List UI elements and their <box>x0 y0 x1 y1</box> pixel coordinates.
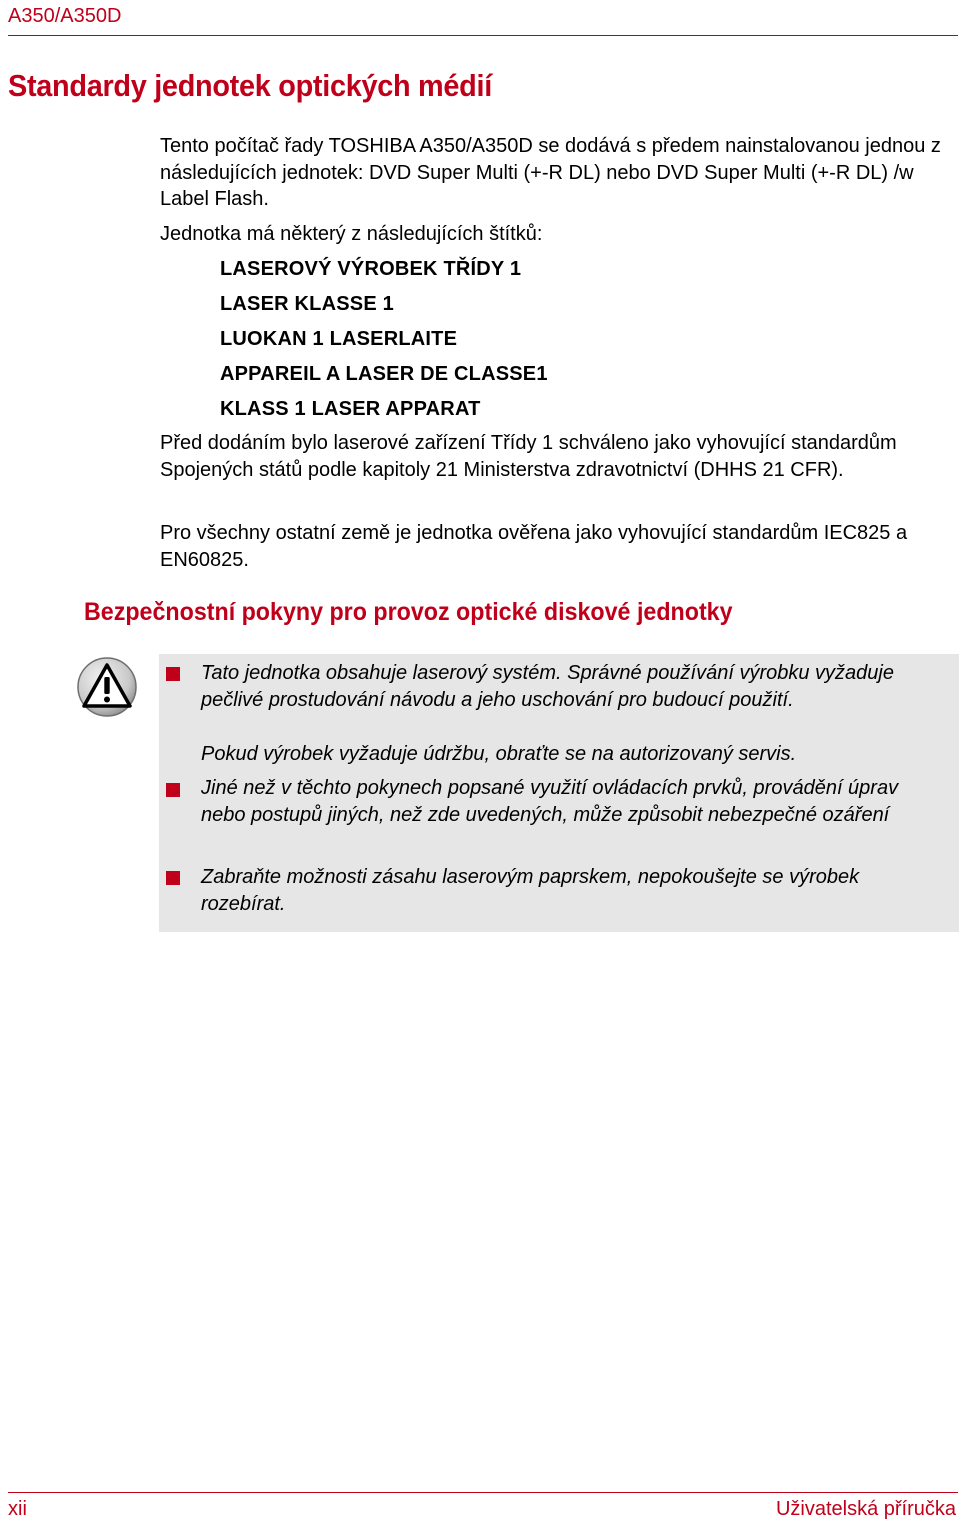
bullet-marker <box>166 783 180 797</box>
warning-item: Jiné než v těchto pokynech popsané využití ovládacích prvků, provádění úprav nebo postupů jiných, než zde uvedených, může způsobit nebezpečné ozáření <box>201 777 899 826</box>
laser-label-item: KLASS 1 LASER APPARAT <box>220 398 481 420</box>
manual-title: Uživatelská příručka <box>775 1498 956 1520</box>
page-title: Standardy jednotek optických médií <box>8 68 492 103</box>
laser-label-list <box>220 256 548 431</box>
footer-divider <box>8 1492 958 1493</box>
header-title: A350/A350D <box>8 5 122 27</box>
intro-paragraph: Tento počítač řady TOSHIBA A350/A350D se dodává s předem nainstalovanou jednou z následujících jednotek: DVD Super Multi (+-R DL) nebo DVD Super Multi (+-R DL) /w Label Flash. <box>160 135 941 210</box>
labels-intro: Jednotka má některý z následujících štítků: <box>160 223 543 245</box>
bullet-marker <box>166 871 180 885</box>
laser-label-item: APPAREIL A LASER DE CLASSE1 <box>220 363 548 385</box>
laser-label-item: LASER KLASSE 1 <box>220 293 394 315</box>
page-number: xii <box>8 1498 27 1520</box>
warning-item-note: Pokud výrobek vyžaduje údržbu, obraťte se na autorizovaný servis. <box>201 743 797 765</box>
standards-paragraph: Pro všechny ostatní země je jednotka ověřena jako vyhovující standardům IEC825 a EN60825. <box>160 522 908 571</box>
warning-icon <box>76 656 138 718</box>
header-divider <box>8 35 958 36</box>
warning-box <box>159 654 959 932</box>
bullet-marker <box>166 667 180 681</box>
warning-item: Tato jednotka obsahuje laserový systém. Správné používání výrobku vyžaduje pečlivé prostudování návodu a jeho uschování pro budoucí použití. <box>201 662 894 711</box>
laser-label-item: LUOKAN 1 LASERLAITE <box>220 328 458 350</box>
section-heading: Bezpečnostní pokyny pro provoz optické diskové jednotky <box>84 598 733 626</box>
warning-item: Zabraňte možnosti zásahu laserovým paprskem, nepokoušejte se výrobek rozebírat. <box>201 866 860 915</box>
laser-label-item: LASEROVÝ VÝROBEK TŘÍDY 1 <box>220 258 522 280</box>
certification-paragraph: Před dodáním bylo laserové zařízení Třídy 1 schváleno jako vyhovující standardům Spojených států podle kapitoly 21 Ministerstva zdravotnictví (DHHS 21 CFR). <box>160 432 897 481</box>
